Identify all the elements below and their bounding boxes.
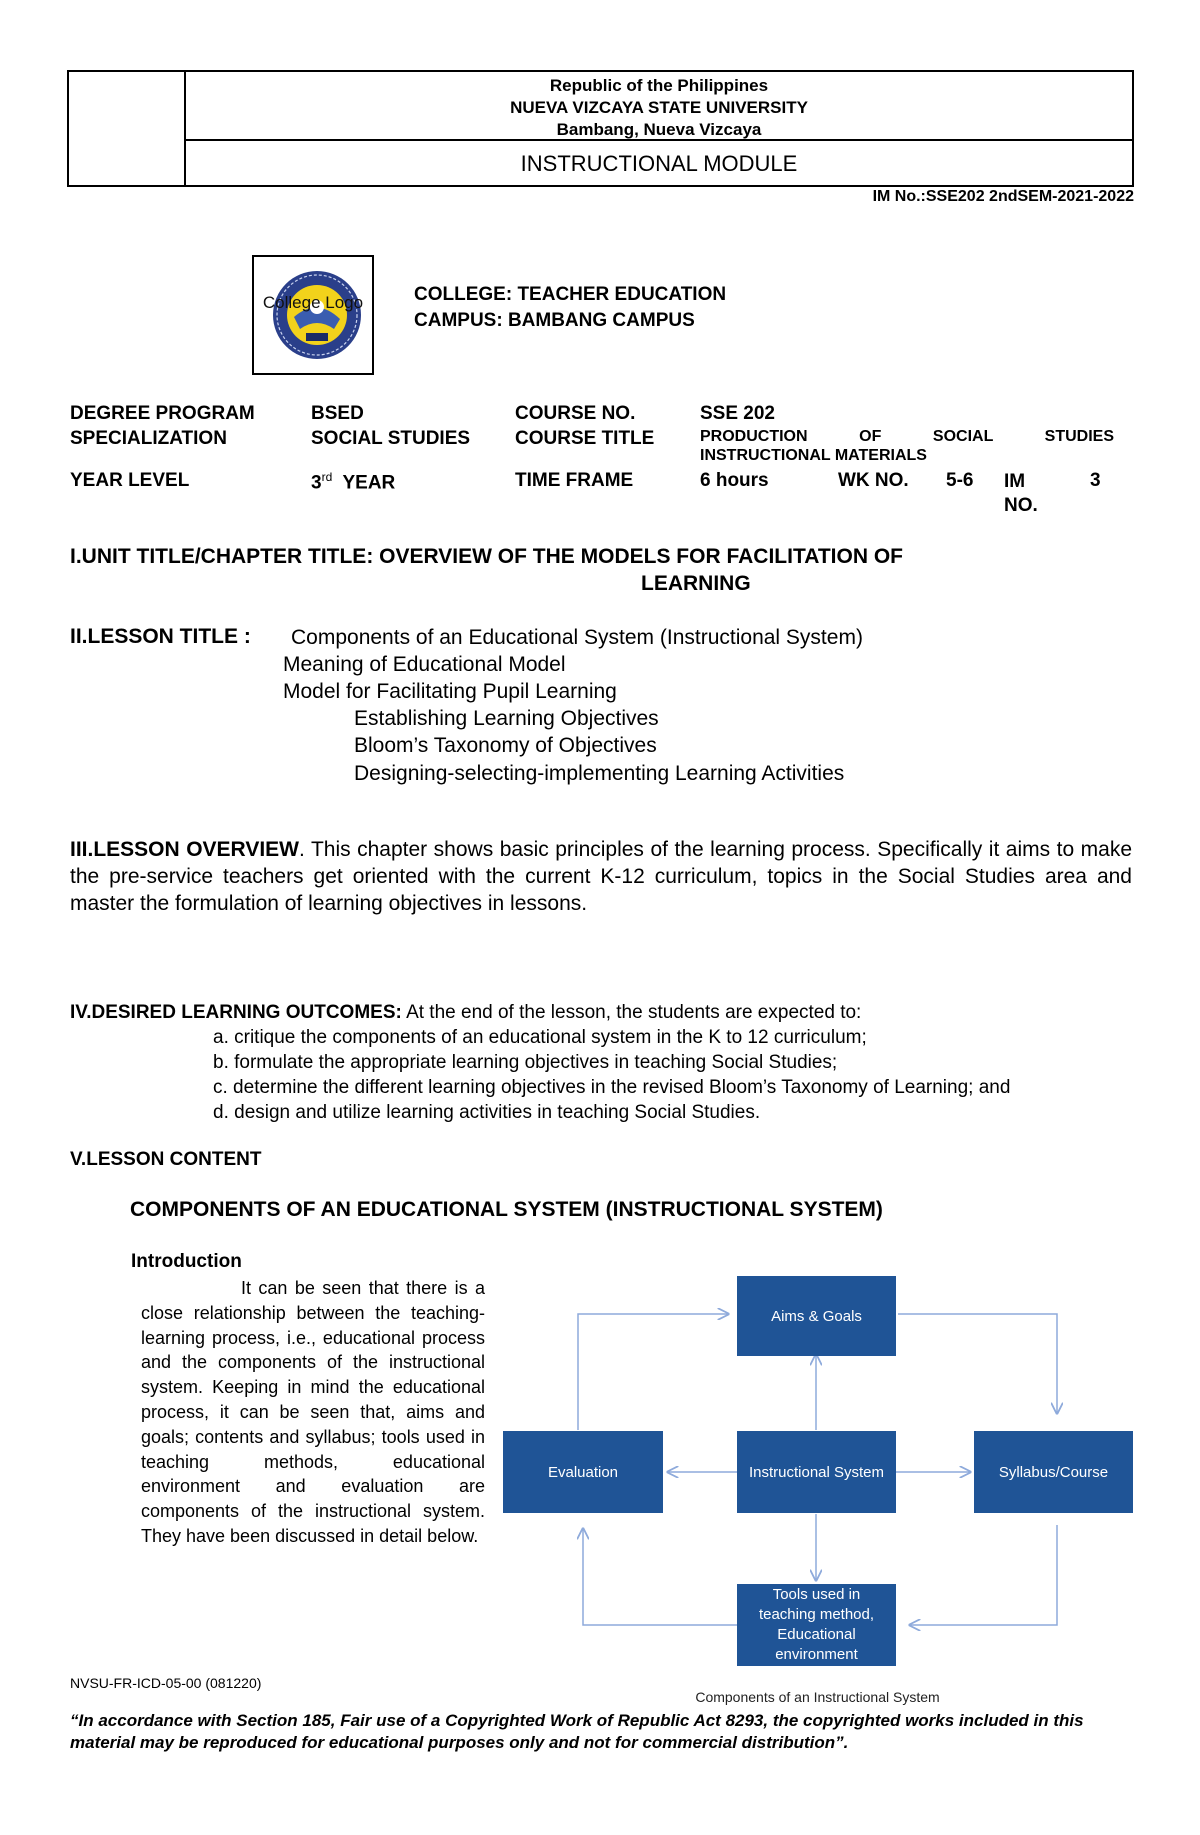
overview-label: III.LESSON OVERVIEW bbox=[70, 838, 299, 861]
university-name: NUEVA VIZCAYA STATE UNIVERSITY bbox=[510, 98, 808, 117]
overview-text: . This chapter shows basic principles of the learning process. Specifically it aims to make the pre-service teachers get oriented with the current K-12 curriculum, topics in the Social Studies area and master the formulation of learning objectives in lessons. bbox=[70, 838, 1132, 915]
im-no-label-line1: IM bbox=[1004, 471, 1026, 492]
tools-environment-box bbox=[737, 1584, 896, 1666]
tools-line4: environment bbox=[775, 1646, 858, 1663]
time-frame-label: TIME FRAME bbox=[515, 470, 634, 491]
lesson-item: Bloom’s Taxonomy of Objectives bbox=[354, 734, 657, 757]
tools-line1: Tools used in bbox=[772, 1586, 861, 1603]
lesson-overview bbox=[70, 836, 1132, 917]
outcome-item: a. critique the components of an educational system in the K to 12 curriculum; bbox=[213, 1027, 867, 1048]
specialization-value: SOCIAL STUDIES bbox=[311, 428, 471, 449]
im-no-label-line2: NO. bbox=[1004, 495, 1038, 516]
tools-line3: Educational bbox=[777, 1626, 856, 1643]
im-no-value: 3 bbox=[1090, 470, 1101, 491]
header-university-block bbox=[186, 72, 1132, 141]
lesson-item: Components of an Educational System (Instructional System) bbox=[291, 626, 863, 649]
course-no-label: COURSE NO. bbox=[515, 403, 636, 424]
course-title-value-line2: INSTRUCTIONAL MATERIALS bbox=[700, 447, 927, 464]
im-number: IM No.:SSE202 2ndSEM-2021-2022 bbox=[872, 188, 1134, 205]
specialization-label: SPECIALIZATION bbox=[70, 428, 227, 449]
degree-program-value: BSED bbox=[311, 403, 364, 424]
evaluation-box: Evaluation bbox=[503, 1431, 663, 1513]
outcome-item: b. formulate the appropriate learning objectives in teaching Social Studies; bbox=[213, 1052, 838, 1073]
instructional-system-diagram bbox=[500, 1265, 1135, 1705]
year-level-label: YEAR LEVEL bbox=[70, 470, 190, 491]
tools-line2: teaching method, bbox=[758, 1606, 875, 1623]
week-no-label: WK NO. bbox=[838, 470, 909, 491]
header-logo-cell bbox=[69, 72, 186, 185]
outcomes-label: IV.DESIRED LEARNING OUTCOMES: bbox=[70, 1002, 402, 1023]
campus-line: CAMPUS: BAMBANG CAMPUS bbox=[414, 310, 695, 331]
unit-title-line2: LEARNING bbox=[641, 572, 751, 595]
lesson-title-label: II.LESSON TITLE : bbox=[70, 625, 251, 648]
college-logo-image bbox=[254, 257, 372, 373]
instructional-system-box: Instructional System bbox=[737, 1431, 896, 1513]
outcome-item: c. determine the different learning objectives in the revised Bloom’s Taxonomy of Learning; and bbox=[213, 1077, 1011, 1098]
college-line: COLLEGE: TEACHER EDUCATION bbox=[414, 284, 727, 305]
lesson-item: Establishing Learning Objectives bbox=[354, 707, 659, 730]
outcomes-heading bbox=[70, 1000, 861, 1025]
year-level-ordinal: rd bbox=[321, 470, 333, 484]
course-title-label: COURSE TITLE bbox=[515, 428, 655, 449]
im-no-label bbox=[1004, 470, 1038, 518]
logo-placeholder-text: College Logo bbox=[262, 293, 364, 312]
lesson-item: Designing-selecting-implementing Learning Activities bbox=[354, 762, 845, 785]
diagram-caption: Components of an Instructional System bbox=[695, 1689, 940, 1705]
college-logo-frame bbox=[252, 255, 374, 375]
aims-goals-box: Aims & Goals bbox=[737, 1276, 896, 1356]
lesson-content-label: V.LESSON CONTENT bbox=[70, 1149, 262, 1170]
outcome-item: d. design and utilize learning activities in teaching Social Studies. bbox=[213, 1102, 761, 1123]
college-info bbox=[414, 282, 726, 334]
year-level-word: YEAR bbox=[342, 472, 396, 494]
content-heading: COMPONENTS OF AN EDUCATIONAL SYSTEM (INSTRUCTIONAL SYSTEM) bbox=[130, 1198, 883, 1221]
lesson-item: Model for Facilitating Pupil Learning bbox=[283, 680, 617, 703]
year-level-value bbox=[311, 470, 395, 494]
syllabus-course-box: Syllabus/Course bbox=[974, 1431, 1133, 1513]
republic-line: Republic of the Philippines bbox=[549, 76, 769, 95]
university-location: Bambang, Nueva Vizcaya bbox=[556, 120, 762, 139]
time-frame-value: 6 hours bbox=[700, 470, 769, 491]
form-code: NVSU-FR-ICD-05-00 (081220) bbox=[70, 1675, 262, 1691]
introduction-text: It can be seen that there is a close relationship between the teaching-learning process, i.e., educational process and the components of the instructional system. Keeping in mind the educational process, it can be seen that, aims and goals; contents and syllabus; tools used in teaching methods, educational environment and evaluation are components of the instructional system. They have been discussed in detail below. bbox=[141, 1278, 485, 1546]
year-level-number: 3 bbox=[311, 472, 322, 494]
introduction-title: Introduction bbox=[131, 1251, 242, 1272]
course-title-value-line1: PRODUCTION OF SOCIAL STUDIES bbox=[700, 428, 1114, 445]
header-table bbox=[67, 70, 1134, 187]
document-type: INSTRUCTIONAL MODULE bbox=[520, 151, 798, 176]
outcomes-intro: At the end of the lesson, the students are expected to: bbox=[401, 1002, 862, 1023]
lesson-item: Meaning of Educational Model bbox=[283, 653, 566, 676]
course-no-value: SSE 202 bbox=[700, 403, 775, 424]
degree-program-label: DEGREE PROGRAM bbox=[70, 403, 255, 424]
week-no-value: 5-6 bbox=[946, 470, 974, 491]
unit-title-line1: I.UNIT TITLE/CHAPTER TITLE: OVERVIEW OF THE MODELS FOR FACILITATION OF bbox=[70, 545, 903, 568]
copyright-note: “In accordance with Section 185, Fair use of a Copyrighted Work of Republic Act 8293, the copyrighted works included in this material may be reproduced for educational purposes only and not for commercial distribution”. bbox=[70, 1711, 1084, 1752]
